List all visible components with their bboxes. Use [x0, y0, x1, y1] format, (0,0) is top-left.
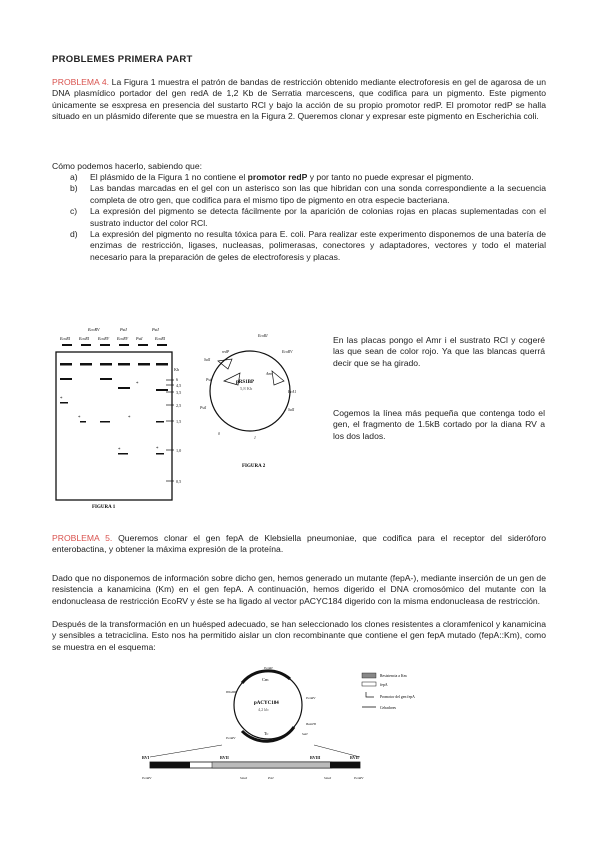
list-item: c) La expresión del pigmento se detecta fácilmente por la aparición de colonias rojas en placas suplementadas con el sustrato inductor del color RCl.	[70, 206, 546, 228]
size-marker: 1,5	[176, 419, 182, 424]
site-label: Amr	[266, 372, 273, 376]
size-marker: 0,5	[176, 479, 182, 484]
problem-5-label: PROBLEMA 5.	[52, 533, 113, 543]
size-marker: Kb	[174, 367, 180, 372]
gel-bands	[60, 363, 168, 455]
linear-site: RVII	[350, 755, 359, 760]
gene-label: Tc	[264, 731, 269, 736]
problem-5-para-2: Dado que no disponemos de información sobre dicho gen, hemos generado un mutante (fepA-), mediante inserción de un gen de resistencia a kanamicina (Km) en el gen fepA. A continuación, hemos digerido el DNA cromosómico del mutante con la endonucleasa de restricción EcoRV y éste se ha ligado al vector pACYC184 digerido con la misma endonucleasa de restricción.	[52, 573, 546, 606]
size-marker: 2,5	[176, 403, 182, 408]
list-item: d) La expresión del pigmento no resulta tóxica para E. coli. Para realizar este experimento disponemos de una batería de enzimas de restricción, ligases, nucleasas, polimerasas, conectores y adaptadores, vectores y todo el material necesario para la preparación de geles de electroforesis y placas.	[70, 229, 546, 262]
gel-lane-label: EcoRV	[117, 336, 129, 341]
site-label: EcoRI	[264, 666, 273, 670]
linear-site: RVI	[142, 755, 150, 760]
gel-lane-label: EcoRI	[79, 336, 89, 341]
svg-text:*: *	[60, 397, 63, 402]
plasmid-circle	[210, 351, 290, 431]
legend-label: Promotor del gen fepA	[380, 695, 415, 699]
linear-site: EcoRV	[354, 776, 364, 780]
svg-text:*: *	[78, 416, 81, 421]
problem-4-list	[52, 172, 546, 263]
problem-4-intro	[52, 77, 546, 123]
site-label: HindIII	[226, 690, 237, 694]
legend-label: fepA	[380, 683, 388, 687]
gel-wells	[62, 344, 167, 346]
gel-frame	[56, 352, 172, 500]
figure-problem-5	[130, 665, 475, 815]
legend	[362, 673, 415, 710]
problem-5-text: Queremos clonar el gen fepA de Klebsiella pneumoniae, que codifica para el receptor del sideróforo enterobactina, y obtener la máxima expresión de la proteína.	[52, 533, 546, 555]
site-label: EcoRV	[226, 736, 236, 740]
problem-5-para-3: Después de la transformación en un huésped adecuado, se han seleccionado los clones resistentes a cloramfenicol y kanamicina y sensibles a tetraciclina. Esto nos ha permitido aislar un clon recombinante que contiene el gen fepA mutado (fepA::Km), como se muestra en el esquema:	[52, 619, 546, 652]
plasmid-size: 5,8 Kb	[240, 386, 253, 391]
problem-4-text: La Figura 1 muestra el patrón de bandas de restricción obtenido mediante electroforesis en gel de agarosa de un DNA plasmídico portador del gen redA de 1,2 Kb de Serratia marcescens, que codifica para un pigmento. Este pigmento únicamente se esxpresa en presencia del sustarto RCl y bajo la acción de su propio promotor redP. El promotor redP se halla situado en un plásmido diferente que se muestra en la Figura 2. Queremos clonar y expresar este pigmento en Escherichia coli.	[52, 77, 546, 122]
gel-group-label: EcoRV	[88, 327, 100, 332]
plasmid-name: pRS1BP	[236, 380, 255, 385]
figure-1-gel	[52, 323, 188, 511]
site-label: SalI	[302, 732, 308, 736]
page-title: PROBLEMES PRIMERA PART	[52, 54, 193, 65]
figure-1-caption: FIGURA 1	[92, 505, 116, 510]
size-marker: 1,0	[176, 448, 182, 453]
svg-text:*: *	[128, 416, 131, 421]
vector-size: 4,2 kb	[258, 707, 269, 712]
list-item: a) El plásmido de la Figura 1 no contiene el promotor redP y por tanto no puede expresar el pigmento.	[70, 172, 474, 182]
linear-site: EcoRV	[142, 776, 152, 780]
figure-2-caption: FIGURA 2	[242, 464, 266, 469]
gel-lane-label: EcoRI	[155, 336, 165, 341]
site-label: redP	[222, 350, 230, 354]
problem-5-intro	[52, 533, 546, 556]
list-item: b) Las bandas marcadas en el gel con un asterisco son las que hibridan con una sonda correspondiente a la secuencia completa de otro gen, que codifica para el mismo tipo de pigmento en otra especie bacteriana.	[70, 183, 546, 205]
svg-text:*: *	[118, 448, 121, 453]
site-label: EcoRV	[306, 696, 316, 700]
site-label: BamHI	[306, 722, 316, 726]
site-label: PstI	[200, 406, 207, 410]
site-label: SalI	[288, 408, 295, 412]
site-label: EcoRI	[258, 334, 268, 338]
svg-text:*: *	[156, 447, 159, 452]
answer-note-2: Cogemos la línea más pequeña que contenga todo el gen, el fragmento de 1.5kB cortado por la diana RV a los dos lados.	[333, 408, 545, 441]
size-marker: 3,5	[176, 390, 182, 395]
problem-4-label: PROBLEMA 4.	[52, 77, 110, 87]
svg-text:*: *	[136, 382, 139, 387]
site-label: PstI	[206, 378, 213, 382]
legend-label: Cebadores	[380, 706, 397, 710]
size-marker: 4,5	[176, 383, 182, 388]
question-text: Cómo podemos hacerlo, sabiendo que:	[52, 161, 203, 171]
legend-label: Resistencia a Km	[380, 674, 407, 678]
answer-note-1: En las placas pongo el Amr i el sustrato RCl y cogeré las que sean de color rojo. Ya que las blancas querrá decir que se ha girado.	[333, 335, 545, 368]
gene-label: Cm	[262, 677, 269, 682]
site-label: 1	[254, 436, 256, 440]
gel-lane-label: PstI	[136, 336, 143, 341]
gel-group-label: PstI	[152, 327, 159, 332]
linear-site: RVII	[220, 755, 229, 760]
gel-lane-label: EcoRI	[60, 336, 70, 341]
vector-name: pACYC184	[254, 701, 279, 706]
linear-site: SmaI	[324, 776, 331, 780]
linear-site: RVIII	[310, 755, 321, 760]
site-label: 0	[218, 432, 220, 436]
figure-2-plasmid	[188, 323, 314, 473]
linear-site: SmaI	[240, 776, 247, 780]
gel-group-label: PstI	[120, 327, 127, 332]
size-marker: 6	[176, 377, 179, 382]
site-label: SalI	[204, 358, 211, 362]
site-label: RcA1	[288, 390, 297, 394]
linear-site: PstI	[268, 776, 274, 780]
site-label: EcoRV	[282, 350, 293, 354]
problem-4-question	[52, 161, 546, 172]
gel-lane-label: EcoRV	[98, 336, 110, 341]
